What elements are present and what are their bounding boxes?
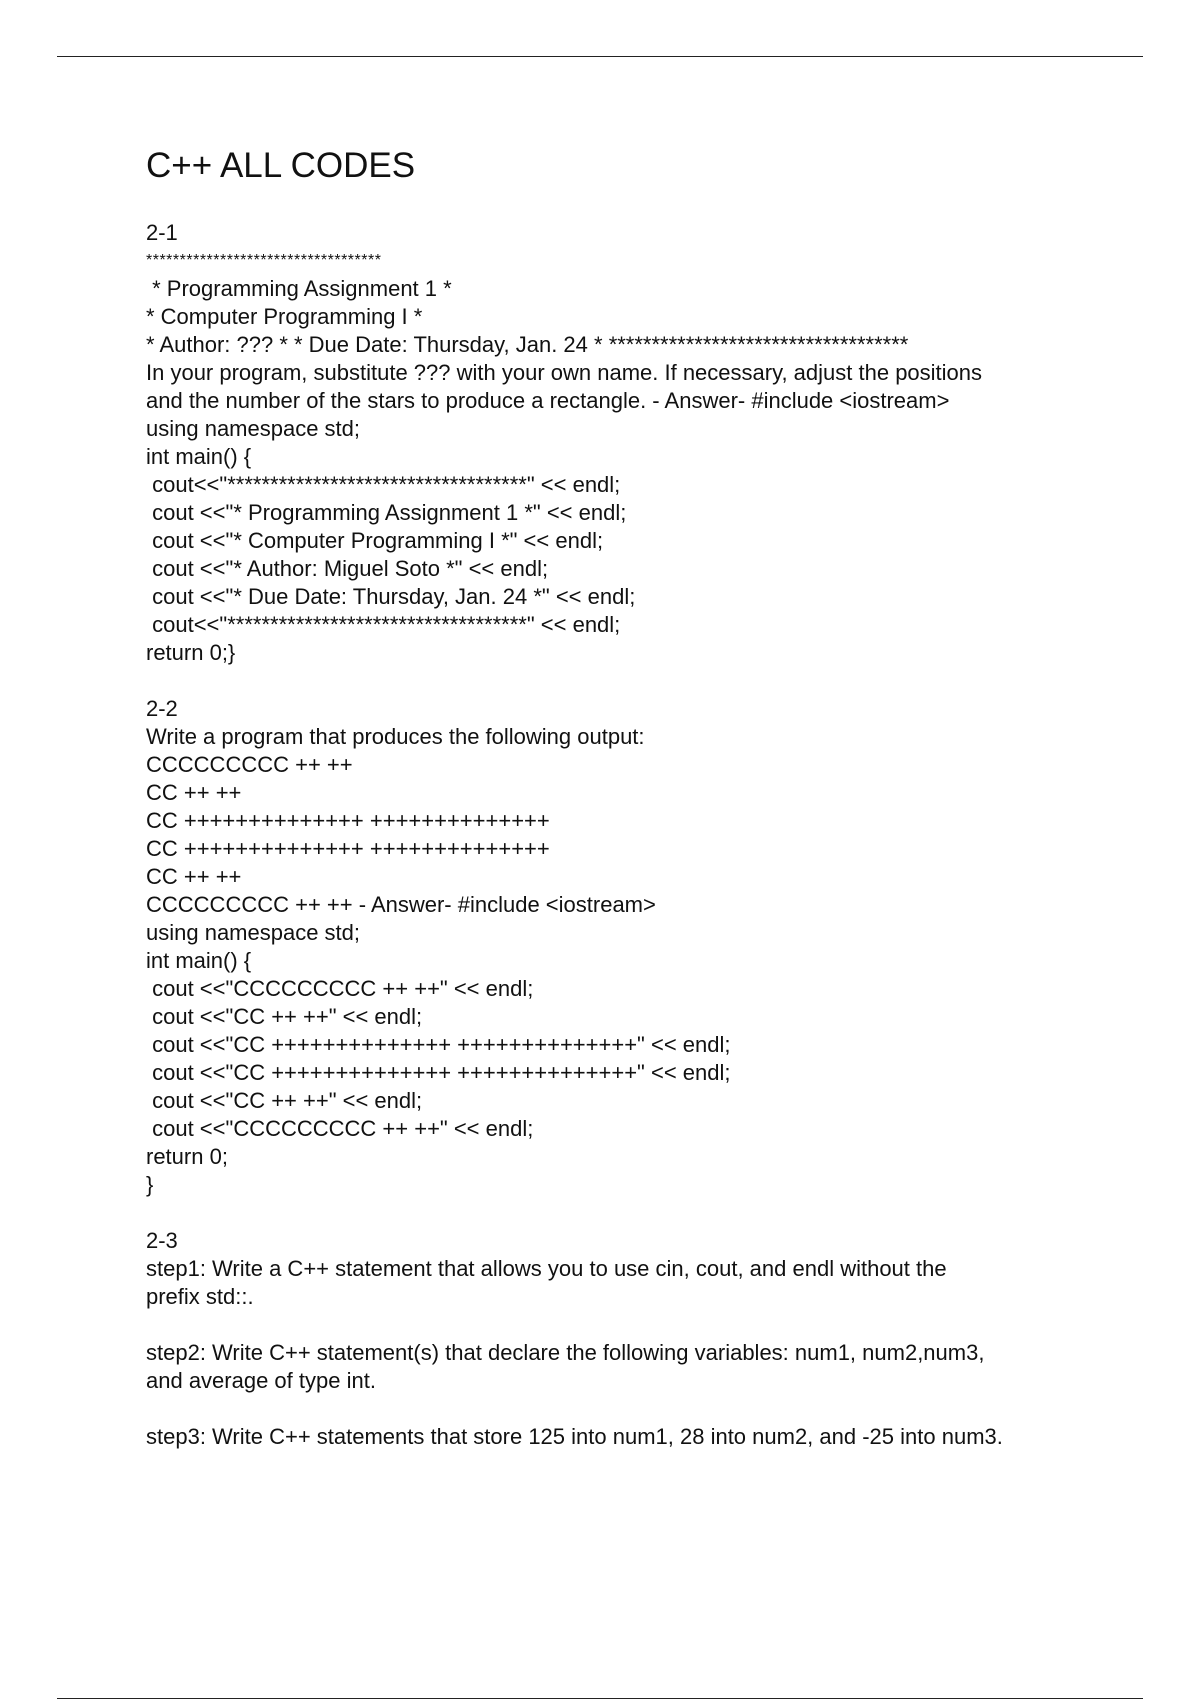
code-line: cout <<"* Due Date: Thursday, Jan. 24 *" << endl; — [146, 584, 636, 609]
code-line: int main() { — [146, 948, 252, 973]
step1-line: step1: Write a C++ statement that allows you to use cin, cout, and endl without the — [146, 1256, 947, 1281]
text-line: * Author: ??? * * Due Date: Thursday, Jan. 24 * *********************************** — [146, 332, 909, 357]
section-id: 2-2 — [146, 696, 178, 721]
step2-line: and average of type int. — [146, 1368, 376, 1393]
code-line: return 0; — [146, 1144, 228, 1169]
output-line: CC ++++++++++++++ ++++++++++++++ — [146, 808, 550, 833]
top-divider — [57, 56, 1143, 57]
code-line: } — [146, 1172, 154, 1197]
code-line: return 0;} — [146, 640, 236, 665]
text-line: * Programming Assignment 1 * — [146, 276, 452, 301]
code-line: cout <<"CC ++ ++" << endl; — [146, 1088, 423, 1113]
step1-line: prefix std::. — [146, 1284, 254, 1309]
document-title: C++ ALL CODES — [146, 146, 416, 185]
section-2-3 — [146, 1227, 1106, 1451]
code-line: cout<<"***********************************" << endl; — [146, 472, 621, 497]
code-line: cout <<"CC ++++++++++++++ ++++++++++++++" << endl; — [146, 1060, 731, 1085]
code-line: cout <<"CC ++ ++" << endl; — [146, 1004, 423, 1029]
code-line: using namespace std; — [146, 416, 361, 441]
code-line: cout <<"* Programming Assignment 1 *" << endl; — [146, 500, 627, 525]
code-line: cout <<"CCCCCCCCC ++ ++" << endl; — [146, 976, 534, 1001]
code-line: using namespace std; — [146, 920, 361, 945]
code-line: cout <<"* Author: Miguel Soto *" << endl; — [146, 556, 549, 581]
section-id: 2-1 — [146, 220, 178, 245]
output-line: CCCCCCCCC ++ ++ — [146, 752, 353, 777]
section-id: 2-3 — [146, 1228, 178, 1253]
bottom-divider — [57, 1698, 1143, 1699]
output-line: CCCCCCCCC ++ ++ - Answer- #include <iostream> — [146, 892, 656, 917]
output-line: CC ++++++++++++++ ++++++++++++++ — [146, 836, 550, 861]
output-line: CC ++ ++ — [146, 780, 242, 805]
star-border-line: *********************************** — [146, 252, 382, 269]
output-line: CC ++ ++ — [146, 864, 242, 889]
code-line: int main() { — [146, 444, 252, 469]
step3-line: step3: Write C++ statements that store 125 into num1, 28 into num2, and -25 into num3. — [146, 1424, 1003, 1449]
section-2-1 — [146, 219, 1106, 667]
paragraph-gap — [146, 1395, 1106, 1423]
document-body — [146, 141, 1106, 1479]
code-line: cout <<"* Computer Programming I *" << endl; — [146, 528, 604, 553]
code-line: cout <<"CCCCCCCCC ++ ++" << endl; — [146, 1116, 534, 1141]
section-2-2 — [146, 695, 1106, 1199]
code-line: cout <<"CC ++++++++++++++ ++++++++++++++" << endl; — [146, 1032, 731, 1057]
text-line: * Computer Programming I * — [146, 304, 423, 329]
text-line: Write a program that produces the following output: — [146, 724, 645, 749]
text-line: In your program, substitute ??? with your own name. If necessary, adjust the positions — [146, 360, 983, 385]
paragraph-gap — [146, 1311, 1106, 1339]
code-line: cout<<"***********************************" << endl; — [146, 612, 621, 637]
step2-line: step2: Write C++ statement(s) that declare the following variables: num1, num2,num3, — [146, 1340, 985, 1365]
text-line: and the number of the stars to produce a rectangle. - Answer- #include <iostream> — [146, 388, 950, 413]
